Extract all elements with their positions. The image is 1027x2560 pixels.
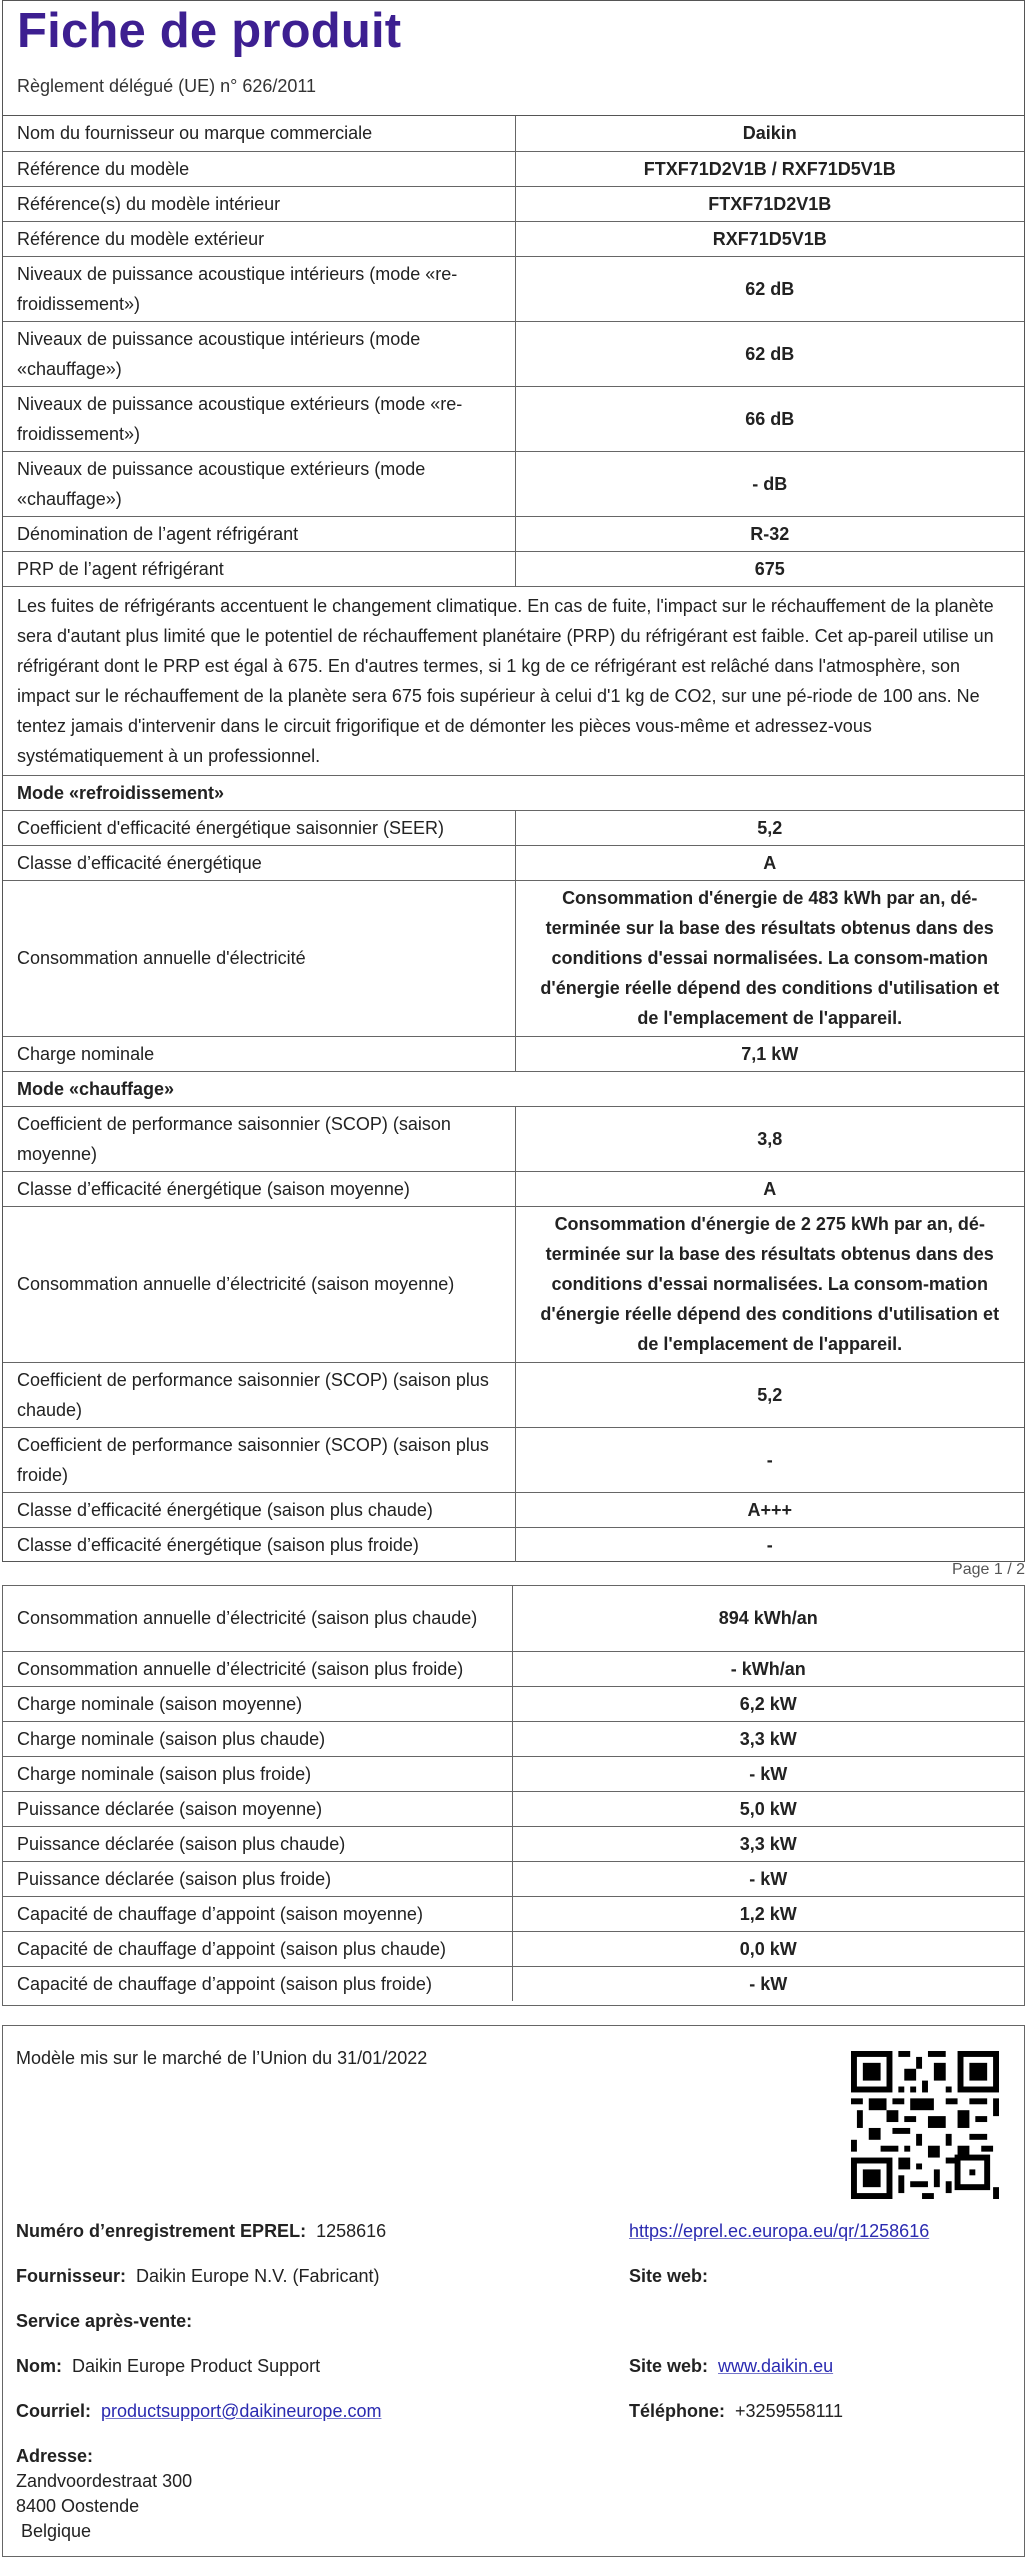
refrigerant-note: Les fuites de réfrigérants accentuent le changement climatique. En cas de fuite, l'impact sur le réchauffement de la planète sera d'autant plus limité que le potentiel de réchauffement planétaire (PRP) du réfrigérant est faible. Cet ap-pareil utilise un réfrigérant dont le PRP est égal à 675. En d'autres termes, si 1 kg de ce réfrigérant est relâché dans l'atmosphère, son impact sur le réchauffement de la planète sera 675 fois supérieur à celui d'1 kg de CO2, sur une pé-riode de 100 ans. Ne tentez jamais d'intervenir dans le circuit frigorifique et de démonter les pièces vous-même et adressez-vous systématiquement à un professionnel. (3, 586, 1024, 775)
row-value: 62 dB (515, 256, 1024, 321)
table-row (3, 186, 1024, 221)
phone-value: +3259558111 (735, 2401, 843, 2421)
table-row (3, 1826, 1024, 1861)
row-label: PRP de l’agent réfrigérant (3, 551, 515, 586)
row-value: - kW (512, 1861, 1024, 1896)
table-row (3, 386, 1024, 451)
table-row (3, 1931, 1024, 1966)
page-number: Page 1 / 2 (952, 1561, 1025, 1578)
row-label: Consommation annuelle d’électricité (saison plus froide) (3, 1651, 512, 1686)
row-label: Référence du modèle (3, 151, 515, 186)
product-info-table (3, 116, 1024, 1562)
row-value: 7,1 kW (515, 1036, 1024, 1071)
table-row (3, 586, 1024, 775)
row-label: Charge nominale (saison plus froide) (3, 1756, 512, 1791)
address-line: 8400 Oostende (16, 2496, 140, 2516)
table-row (3, 1791, 1024, 1826)
section-row (3, 775, 1024, 810)
table-row (3, 880, 1024, 1036)
table-row (3, 1492, 1024, 1527)
row-label: Niveaux de puissance acoustique intérieurs (mode «chauffage») (3, 321, 515, 386)
service-email (16, 2401, 381, 2422)
eprel-link[interactable]: https://eprel.ec.europa.eu/qr/1258616 (629, 2221, 930, 2241)
eprel-label: Numéro d’enregistrement EPREL: (16, 2221, 307, 2241)
table-row (3, 845, 1024, 880)
row-label: Puissance déclarée (saison plus chaude) (3, 1826, 512, 1861)
row-value: 3,8 (515, 1106, 1024, 1171)
service-website (629, 2356, 833, 2377)
table-row (3, 116, 1024, 151)
row-value: 1,2 kW (512, 1896, 1024, 1931)
email-label: Courriel: (16, 2401, 92, 2421)
table-row (3, 256, 1024, 321)
supplier (16, 2266, 379, 2287)
row-value: R-32 (515, 516, 1024, 551)
row-value: 3,3 kW (512, 1826, 1024, 1861)
row-value: 66 dB (515, 386, 1024, 451)
row-label: Charge nominale (saison plus chaude) (3, 1721, 512, 1756)
table-row (3, 1756, 1024, 1791)
row-value: A (515, 845, 1024, 880)
row-value: - (515, 1427, 1024, 1492)
row-value: Daikin (515, 116, 1024, 151)
row-label: Classe d’efficacité énergétique (saison plus chaude) (3, 1492, 515, 1527)
table-row (3, 451, 1024, 516)
address-line: Belgique (21, 2521, 92, 2541)
row-value: - kWh/an (512, 1651, 1024, 1686)
row-label: Coefficient de performance saisonnier (SCOP) (saison plus chaude) (3, 1362, 515, 1427)
row-value: 6,2 kW (512, 1686, 1024, 1721)
table-row (3, 221, 1024, 256)
row-label: Niveaux de puissance acoustique extérieurs (mode «chauffage») (3, 451, 515, 516)
email-link[interactable]: productsupport@daikineurope.com (101, 2401, 382, 2421)
row-label: Consommation annuelle d’électricité (saison moyenne) (3, 1206, 515, 1362)
row-value: A+++ (515, 1492, 1024, 1527)
row-label: Coefficient de performance saisonnier (SCOP) (saison moyenne) (3, 1106, 515, 1171)
row-label: Consommation annuelle d'électricité (3, 880, 515, 1036)
row-value: 62 dB (515, 321, 1024, 386)
product-sheet-page-2 (2, 1585, 1025, 2006)
row-label: Capacité de chauffage d’appoint (saison plus froide) (3, 1966, 512, 2001)
row-value: A (515, 1171, 1024, 1206)
service-site-label: Site web: (629, 2356, 709, 2376)
row-value: - (766, 1534, 773, 1555)
table-row (3, 1861, 1024, 1896)
after-sales-service (16, 2311, 192, 2332)
row-label: Référence(s) du modèle intérieur (3, 186, 515, 221)
address-label: Adresse: (16, 2446, 94, 2466)
row-value: Consommation d'énergie de 2 275 kWh par an, dé-terminée sur la base des résultats obtenus dans des conditions d'essai normalisées. La consom-mation d'énergie réelle dépend des conditions d'utilisation et de l'emplacement de l'appareil. (515, 1206, 1024, 1362)
row-label: Coefficient d'efficacité énergétique saisonnier (SEER) (3, 810, 515, 845)
table-row (3, 516, 1024, 551)
row-label: Coefficient de performance saisonnier (SCOP) (saison plus froide) (3, 1427, 515, 1492)
row-label: Puissance déclarée (saison plus froide) (3, 1861, 512, 1896)
row-value: 894 kWh/an (512, 1586, 1024, 1651)
service-name (16, 2356, 320, 2377)
phone-label: Téléphone: (629, 2401, 726, 2421)
table-row (3, 1896, 1024, 1931)
sheet-header (3, 1, 1024, 116)
address-line: Zandvoordestraat 300 (16, 2471, 193, 2491)
row-label: Dénomination de l’agent réfrigérant (3, 516, 515, 551)
service-label: Service après-vente: (16, 2311, 193, 2331)
table-row (3, 1966, 1024, 2001)
service-phone (629, 2401, 843, 2422)
table-row (3, 1362, 1024, 1427)
row-value: 3,3 kW (512, 1721, 1024, 1756)
service-site-link[interactable]: www.daikin.eu (718, 2356, 834, 2376)
seasonal-data-table (3, 1586, 1024, 2001)
table-row (3, 1686, 1024, 1721)
row-value: 675 (515, 551, 1024, 586)
row-value: FTXF71D2V1B / RXF71D5V1B (515, 151, 1024, 186)
row-value: 5,2 (515, 810, 1024, 845)
table-row (3, 1171, 1024, 1206)
heating-section-title: Mode «chauffage» (3, 1071, 1024, 1106)
table-row (3, 1586, 1024, 1651)
row-label: Classe d’efficacité énergétique (3, 845, 515, 880)
supplier-info-box (2, 2025, 1025, 2557)
table-row (3, 810, 1024, 845)
regulation-reference: Règlement délégué (UE) n° 626/2011 (17, 76, 317, 96)
row-value: FTXF71D2V1B (515, 186, 1024, 221)
page-title: Fiche de produit (17, 4, 402, 58)
row-value: - kW (749, 1973, 788, 1994)
product-sheet-page-1 (2, 0, 1025, 1562)
row-label: Nom du fournisseur ou marque commerciale (3, 116, 515, 151)
row-value: Consommation d'énergie de 483 kWh par an, dé-terminée sur la base des résultats obtenus dans des conditions d'essai normalisées. La consom-mation d'énergie réelle dépend des conditions d'utilisation et de l'emplacement de l'appareil. (515, 880, 1024, 1036)
supplier-value: Daikin Europe N.V. (Fabricant) (136, 2266, 380, 2286)
section-row (3, 1071, 1024, 1106)
row-value: 5,2 (515, 1362, 1024, 1427)
table-row (3, 551, 1024, 586)
row-label: Classe d’efficacité énergétique (saison plus froide) (3, 1527, 515, 1562)
row-label: Niveaux de puissance acoustique intérieurs (mode «re-froidissement») (3, 256, 515, 321)
supplier-site-label: Site web: (629, 2266, 709, 2286)
row-value: 5,0 kW (512, 1791, 1024, 1826)
row-value: - dB (515, 451, 1024, 516)
supplier-website (629, 2266, 708, 2287)
row-label: Référence du modèle extérieur (3, 221, 515, 256)
row-label: Charge nominale (3, 1036, 515, 1071)
supplier-label: Fournisseur: (16, 2266, 127, 2286)
qr-code-icon[interactable] (851, 2051, 999, 2199)
table-row (3, 151, 1024, 186)
table-row (3, 1036, 1024, 1071)
table-row (3, 1106, 1024, 1171)
row-label: Capacité de chauffage d’appoint (saison moyenne) (3, 1896, 512, 1931)
eprel-registration (16, 2221, 386, 2242)
name-label: Nom: (16, 2356, 62, 2376)
row-label: Consommation annuelle d’électricité (saison plus chaude) (3, 1586, 512, 1651)
row-label: Classe d’efficacité énergétique (saison moyenne) (3, 1171, 515, 1206)
cooling-section-title: Mode «refroidissement» (3, 775, 1024, 810)
name-value: Daikin Europe Product Support (72, 2356, 321, 2376)
row-value: 0,0 kW (512, 1931, 1024, 1966)
eprel-number: 1258616 (316, 2221, 387, 2241)
table-row (3, 1206, 1024, 1362)
row-label: Capacité de chauffage d’appoint (saison plus chaude) (3, 1931, 512, 1966)
table-row (3, 1427, 1024, 1492)
row-value: RXF71D5V1B (515, 221, 1024, 256)
market-date: Modèle mis sur le marché de l’Union du 31/01/2022 (16, 2048, 428, 2068)
row-value: - kW (512, 1756, 1024, 1791)
table-row (3, 1721, 1024, 1756)
table-row (3, 1527, 1024, 1562)
table-row (3, 1651, 1024, 1686)
row-label: Charge nominale (saison moyenne) (3, 1686, 512, 1721)
row-label: Puissance déclarée (saison moyenne) (3, 1791, 512, 1826)
row-label: Niveaux de puissance acoustique extérieurs (mode «re-froidissement») (3, 386, 515, 451)
table-row (3, 321, 1024, 386)
